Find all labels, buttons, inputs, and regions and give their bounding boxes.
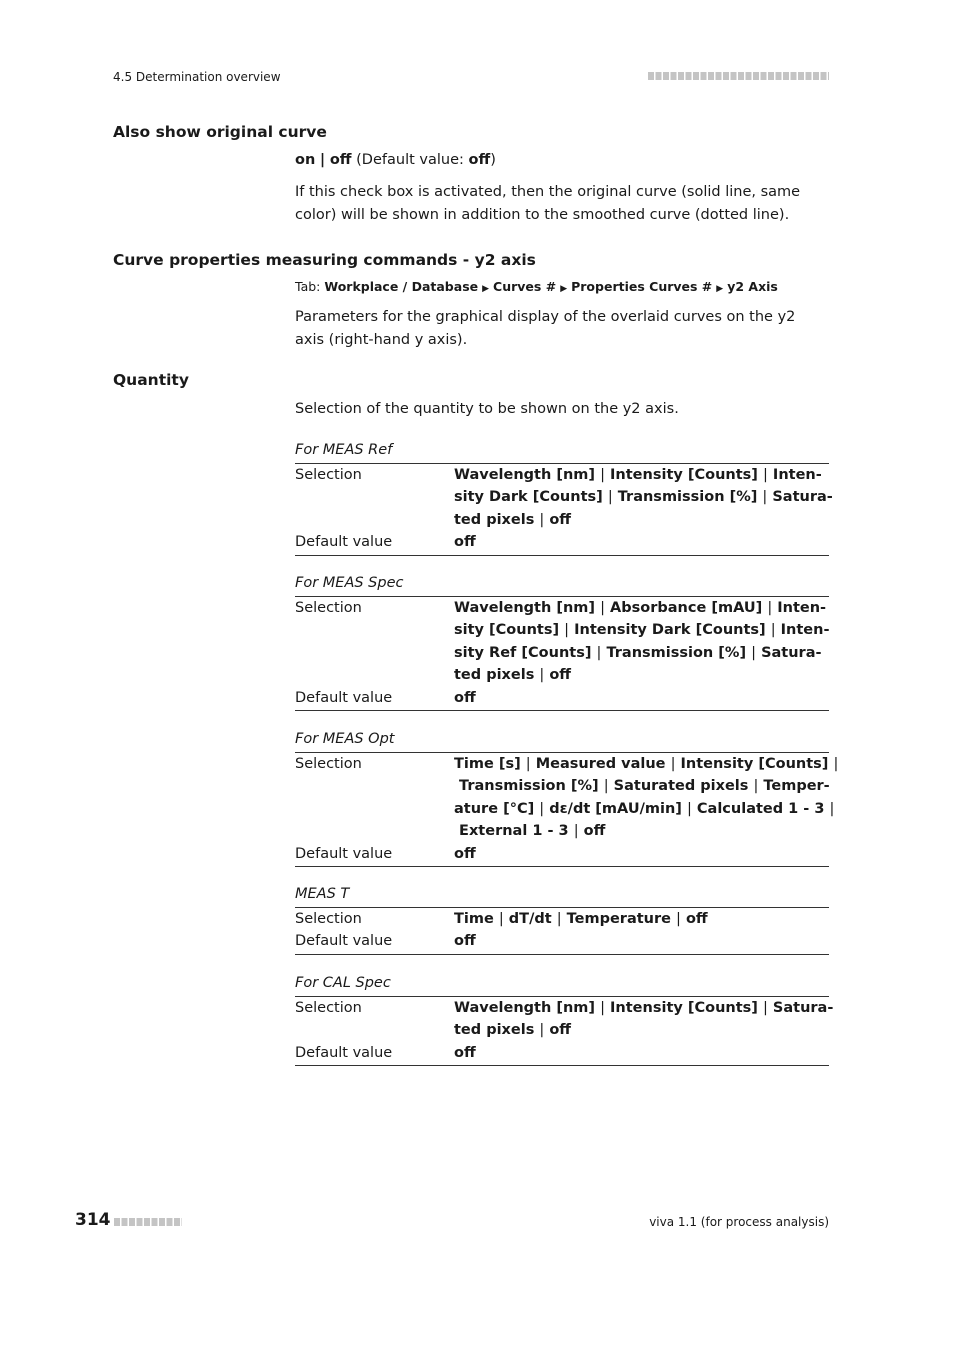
option-off: off xyxy=(329,152,352,168)
tab-path-0: Workplace / Database xyxy=(324,279,479,294)
option-separator: | xyxy=(319,152,326,168)
separator: | xyxy=(603,778,609,794)
separator: | xyxy=(686,800,692,817)
tab-path xyxy=(295,279,778,294)
table-title: For MEAS Opt xyxy=(295,728,829,753)
separator: | xyxy=(607,489,613,505)
separator: | xyxy=(573,823,579,839)
separator: | xyxy=(539,511,545,528)
selection-label: Selection xyxy=(295,999,362,1016)
selection-line: ature [°C] | dε/dt [mAU/min] | Calculated 1 - 3 | xyxy=(454,800,835,817)
separator: | xyxy=(753,778,759,794)
separator: | xyxy=(767,599,773,616)
arrow-icon: ▶ xyxy=(482,284,490,294)
option-on: on xyxy=(295,152,316,168)
curve-props-heading: Curve properties measuring commands - y2 axis xyxy=(113,251,536,269)
default-value: off xyxy=(454,845,476,862)
selection-values xyxy=(454,464,833,532)
table-title: For MEAS Ref xyxy=(295,439,829,464)
separator: | xyxy=(556,910,562,927)
separator: | xyxy=(670,755,676,772)
separator: | xyxy=(539,800,545,817)
separator: | xyxy=(829,800,835,817)
default-row xyxy=(295,687,829,712)
default-value: off xyxy=(454,933,476,949)
parameter-table xyxy=(295,728,839,867)
separator: | xyxy=(539,667,545,683)
selection-line: Wavelength [nm] | Absorbance [mAU] | Inten- xyxy=(454,599,827,616)
selection-label: Selection xyxy=(295,599,362,616)
footer-product: viva 1.1 (for process analysis) xyxy=(649,1215,829,1229)
tab-path-3: y2 Axis xyxy=(727,279,778,294)
default-label: Default value xyxy=(295,689,393,706)
selection-row xyxy=(295,464,833,532)
header-section-title: 4.5 Determination overview xyxy=(113,70,281,84)
selection-label: Selection xyxy=(295,466,362,483)
default-value: off xyxy=(454,1044,476,1061)
selection-label: Selection xyxy=(295,910,362,927)
default-label: Default value xyxy=(295,845,393,862)
curve-props-description: Parameters for the graphical display of the overlaid curves on the y2 axis (right-hand y axis). xyxy=(295,309,796,348)
header-decoration xyxy=(648,72,829,80)
default-row xyxy=(295,1042,829,1067)
selection-line: External 1 - 3 | off xyxy=(454,823,606,839)
separator: | xyxy=(676,910,681,927)
separator: | xyxy=(751,644,757,661)
table-title: MEAS T xyxy=(295,883,829,908)
separator: | xyxy=(762,489,768,505)
separator: | xyxy=(600,999,605,1016)
default-value: off xyxy=(468,152,491,168)
tab-path-2: Properties Curves # xyxy=(571,279,713,294)
default-label: Default value xyxy=(295,1044,393,1061)
selection-line: sity [Counts] | Intensity Dark [Counts] | Inten- xyxy=(454,622,830,638)
selection-line: ted pixels | off xyxy=(454,1022,572,1038)
default-suffix: ) xyxy=(490,152,496,168)
selection-line: Wavelength [nm] | Intensity [Counts] | Satura- xyxy=(454,999,834,1016)
also-show-options xyxy=(295,149,829,172)
selection-values xyxy=(454,597,829,687)
default-prefix: (Default value: xyxy=(356,152,469,168)
separator: | xyxy=(539,1022,545,1038)
selection-line: Time | dT/dt | Temperature | off xyxy=(454,910,708,927)
separator: | xyxy=(770,622,776,638)
parameter-table xyxy=(295,883,829,955)
tab-prefix: Tab: xyxy=(295,279,325,294)
selection-row xyxy=(295,908,829,931)
separator: | xyxy=(762,999,768,1016)
separator: | xyxy=(564,622,570,638)
separator: | xyxy=(498,910,504,927)
default-row xyxy=(295,531,829,556)
tab-path-1: Curves # xyxy=(493,279,557,294)
selection-line: sity Ref [Counts] | Transmission [%] | Satura- xyxy=(454,644,822,661)
table-title: For MEAS Spec xyxy=(295,572,829,597)
selection-values xyxy=(454,753,839,843)
selection-values xyxy=(454,908,829,931)
selection-row xyxy=(295,997,834,1042)
footer-decoration xyxy=(114,1218,182,1226)
parameter-table xyxy=(295,439,833,556)
separator: | xyxy=(600,466,605,483)
selection-line: Wavelength [nm] | Intensity [Counts] | Inten- xyxy=(454,466,822,483)
default-row xyxy=(295,843,829,868)
selection-line: Time [s] | Measured value | Intensity [Counts] | xyxy=(454,755,839,772)
default-value: off xyxy=(454,534,476,550)
default-value: off xyxy=(454,689,476,706)
selection-line: ted pixels | off xyxy=(454,667,572,683)
page-number: 314 xyxy=(75,1210,111,1230)
also-show-description: If this check box is activated, then the original curve (solid line, same color) will be shown in addition to the smoothed curve (dotted line). xyxy=(295,184,801,223)
separator: | xyxy=(525,755,531,772)
parameter-table xyxy=(295,572,829,711)
separator: | xyxy=(762,466,768,483)
default-row xyxy=(295,930,829,955)
parameter-table xyxy=(295,972,834,1066)
quantity-description: Selection of the quantity to be shown on the y2 axis. xyxy=(295,401,679,417)
default-label: Default value xyxy=(295,933,393,949)
selection-values xyxy=(454,997,834,1042)
separator: | xyxy=(833,755,839,772)
selection-label: Selection xyxy=(295,755,362,772)
selection-line: ted pixels | off xyxy=(454,511,572,528)
also-show-heading: Also show original curve xyxy=(113,123,327,141)
default-label: Default value xyxy=(295,534,393,550)
arrow-icon: ▶ xyxy=(560,284,568,294)
selection-line: sity Dark [Counts] | Transmission [%] | Satura- xyxy=(454,489,833,505)
quantity-heading: Quantity xyxy=(113,371,189,389)
selection-line: Transmission [%] | Saturated pixels | Temper- xyxy=(454,778,830,794)
table-title: For CAL Spec xyxy=(295,972,829,997)
separator: | xyxy=(596,644,602,661)
selection-row xyxy=(295,597,829,687)
arrow-icon: ▶ xyxy=(716,284,724,294)
separator: | xyxy=(600,599,605,616)
selection-row xyxy=(295,753,839,843)
